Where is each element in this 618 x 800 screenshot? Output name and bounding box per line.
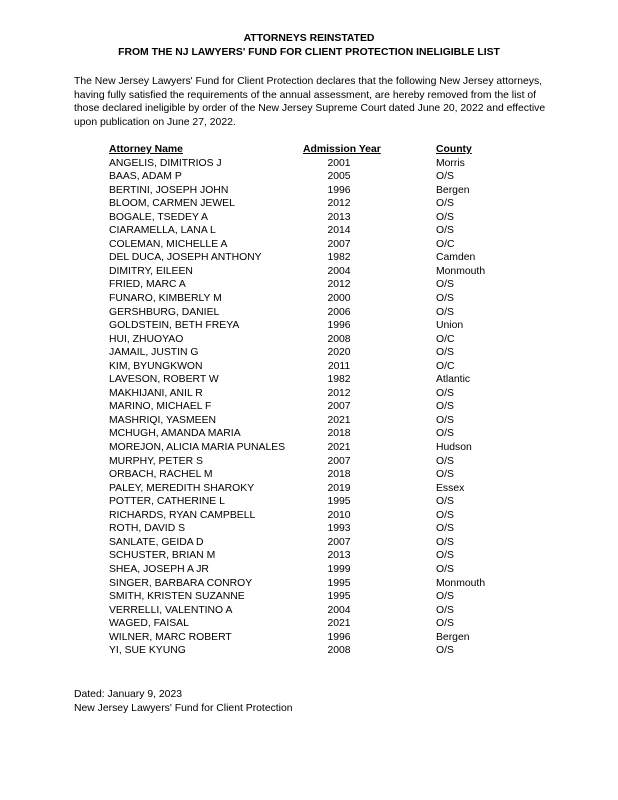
- table-row: [0, 292, 618, 306]
- attorney-name-cell: WILNER, MARC ROBERT: [109, 631, 232, 643]
- county-cell: O/S: [436, 496, 454, 508]
- header-admission-year: Admission Year: [303, 144, 381, 155]
- table-row: [0, 495, 618, 509]
- attorney-name-cell: SHEA, JOSEPH A JR: [109, 563, 209, 575]
- attorney-name-cell: FUNARO, KIMBERLY M: [109, 293, 222, 305]
- county-cell: O/S: [436, 293, 454, 305]
- admission-year-cell: 2021: [327, 414, 351, 426]
- attorney-name-cell: BAAS, ADAM P: [109, 171, 182, 183]
- table-row: [0, 238, 618, 252]
- table-body: [0, 157, 618, 658]
- table-row: [0, 427, 618, 441]
- county-cell: Morris: [436, 157, 465, 169]
- attorney-name-cell: MASHRIQI, YASMEEN: [109, 414, 217, 426]
- admission-year-cell: 1995: [327, 577, 351, 589]
- admission-year-cell: 2012: [327, 198, 351, 210]
- attorney-name-cell: WAGED, FAISAL: [109, 618, 189, 630]
- county-cell: O/C: [436, 238, 455, 250]
- attorney-name-cell: SCHUSTER, BRIAN M: [109, 550, 216, 562]
- county-cell: O/S: [436, 279, 454, 291]
- attorney-name-cell: MCHUGH, AMANDA MARIA: [109, 428, 241, 440]
- admission-year-cell: 1996: [327, 631, 351, 643]
- admission-year-cell: 1996: [327, 320, 351, 332]
- county-cell: O/S: [436, 563, 454, 575]
- admission-year-cell: 2013: [327, 211, 351, 223]
- admission-year-cell: 1982: [327, 374, 351, 386]
- county-cell: O/S: [436, 347, 454, 359]
- attorney-name-cell: COLEMAN, MICHELLE A: [109, 238, 228, 250]
- county-cell: O/S: [436, 509, 454, 521]
- table-row: [0, 157, 618, 171]
- county-cell: O/C: [436, 360, 455, 372]
- table-row: [0, 441, 618, 455]
- table-row: [0, 536, 618, 550]
- table-row: [0, 224, 618, 238]
- admission-year-cell: 2021: [327, 442, 351, 454]
- admission-year-cell: 1993: [327, 523, 351, 535]
- attorney-name-cell: GOLDSTEIN, BETH FREYA: [109, 320, 240, 332]
- table-row: [0, 346, 618, 360]
- admission-year-cell: 2018: [327, 428, 351, 440]
- county-cell: Hudson: [436, 442, 472, 454]
- attorney-name-cell: BERTINI, JOSEPH JOHN: [109, 184, 229, 196]
- county-cell: O/S: [436, 225, 454, 237]
- table-row: [0, 455, 618, 469]
- footer: [74, 688, 293, 715]
- table-row: [0, 387, 618, 401]
- table-row: [0, 522, 618, 536]
- attorney-name-cell: MAKHIJANI, ANIL R: [109, 387, 203, 399]
- admission-year-cell: 1996: [327, 184, 351, 196]
- table-row: [0, 549, 618, 563]
- attorney-name-cell: GERSHBURG, DANIEL: [109, 306, 220, 318]
- county-cell: O/S: [436, 171, 454, 183]
- table-row: [0, 577, 618, 591]
- table-row: [0, 644, 618, 658]
- county-cell: O/S: [436, 645, 454, 657]
- admission-year-cell: 1995: [327, 496, 351, 508]
- table-header-row: [0, 143, 618, 157]
- admission-year-cell: 2011: [327, 360, 351, 372]
- attorney-name-cell: SANLATE, GEIDA D: [109, 536, 204, 548]
- table-row: [0, 617, 618, 631]
- table-row: [0, 373, 618, 387]
- county-cell: O/S: [436, 618, 454, 630]
- table-row: [0, 414, 618, 428]
- county-cell: O/S: [436, 536, 454, 548]
- admission-year-cell: 2008: [327, 333, 351, 345]
- county-cell: Essex: [436, 482, 465, 494]
- table-row: [0, 278, 618, 292]
- attorney-name-cell: PALEY, MEREDITH SHAROKY: [109, 482, 255, 494]
- admission-year-cell: 2006: [327, 306, 351, 318]
- table-row: [0, 265, 618, 279]
- attorney-name-cell: MARINO, MICHAEL F: [109, 401, 212, 413]
- table-row: [0, 251, 618, 265]
- attorney-name-cell: MOREJON, ALICIA MARIA PUNALES: [109, 442, 286, 454]
- county-cell: O/S: [436, 306, 454, 318]
- attorney-name-cell: CIARAMELLA, LANA L: [109, 225, 216, 237]
- county-cell: Bergen: [436, 184, 470, 196]
- county-cell: O/S: [436, 455, 454, 467]
- attorney-name-cell: DEL DUCA, JOSEPH ANTHONY: [109, 252, 262, 264]
- table-row: [0, 360, 618, 374]
- admission-year-cell: 2010: [327, 509, 351, 521]
- admission-year-cell: 2020: [327, 347, 351, 359]
- attorney-table: [0, 143, 618, 658]
- county-cell: O/S: [436, 469, 454, 481]
- table-row: [0, 400, 618, 414]
- header-attorney-name: Attorney Name: [109, 144, 183, 155]
- county-cell: O/S: [436, 428, 454, 440]
- county-cell: O/S: [436, 198, 454, 210]
- county-cell: O/S: [436, 414, 454, 426]
- table-row: [0, 631, 618, 645]
- admission-year-cell: 1982: [327, 252, 351, 264]
- table-row: [0, 170, 618, 184]
- admission-year-cell: 2000: [327, 293, 351, 305]
- admission-year-cell: 2007: [327, 536, 351, 548]
- attorney-name-cell: LAVESON, ROBERT W: [109, 374, 219, 386]
- admission-year-cell: 2018: [327, 469, 351, 481]
- attorney-name-cell: ORBACH, RACHEL M: [109, 469, 213, 481]
- dated-line: Dated: January 9, 2023: [74, 689, 183, 700]
- table-row: [0, 306, 618, 320]
- admission-year-cell: 2008: [327, 645, 351, 657]
- admission-year-cell: 2012: [327, 279, 351, 291]
- county-cell: O/S: [436, 401, 454, 413]
- admission-year-cell: 2014: [327, 225, 351, 237]
- document-title-line1: ATTORNEYS REINSTATED: [243, 33, 375, 44]
- table-row: [0, 468, 618, 482]
- admission-year-cell: 2021: [327, 618, 351, 630]
- county-cell: Atlantic: [436, 374, 471, 386]
- attorney-name-cell: SMITH, KRISTEN SUZANNE: [109, 591, 245, 603]
- attorney-name-cell: VERRELLI, VALENTINO A: [109, 604, 233, 616]
- admission-year-cell: 2001: [327, 157, 351, 169]
- attorney-name-cell: DIMITRY, EILEEN: [109, 265, 193, 277]
- attorney-name-cell: RICHARDS, RYAN CAMPBELL: [109, 509, 256, 521]
- county-cell: O/S: [436, 550, 454, 562]
- attorney-name-cell: BOGALE, TSEDEY A: [109, 211, 208, 223]
- county-cell: Monmouth: [436, 577, 486, 589]
- attorney-name-cell: SINGER, BARBARA CONROY: [109, 577, 253, 589]
- county-cell: O/S: [436, 591, 454, 603]
- table-row: [0, 211, 618, 225]
- attorney-name-cell: JAMAIL, JUSTIN G: [109, 347, 199, 359]
- header-county: County: [436, 144, 472, 155]
- admission-year-cell: 2004: [327, 265, 351, 277]
- county-cell: O/S: [436, 387, 454, 399]
- attorney-name-cell: YI, SUE KYUNG: [109, 645, 186, 657]
- county-cell: Monmouth: [436, 265, 486, 277]
- attorney-name-cell: BLOOM, CARMEN JEWEL: [109, 198, 235, 210]
- table-row: [0, 563, 618, 577]
- attorney-name-cell: ANGELIS, DIMITRIOS J: [109, 157, 222, 169]
- county-cell: O/S: [436, 604, 454, 616]
- county-cell: Union: [436, 320, 464, 332]
- county-cell: Bergen: [436, 631, 470, 643]
- table-row: [0, 319, 618, 333]
- attorney-name-cell: MURPHY, PETER S: [109, 455, 203, 467]
- attorney-name-cell: ROTH, DAVID S: [109, 523, 186, 535]
- attorney-name-cell: POTTER, CATHERINE L: [109, 496, 225, 508]
- admission-year-cell: 2005: [327, 171, 351, 183]
- admission-year-cell: 1995: [327, 591, 351, 603]
- attorney-name-cell: HUI, ZHUOYAO: [109, 333, 184, 345]
- attorney-name-cell: KIM, BYUNGKWON: [109, 360, 203, 372]
- admission-year-cell: 1999: [327, 563, 351, 575]
- intro-paragraph: The New Jersey Lawyers' Fund for Client Protection declares that the following New Jersey attorneys, having fully satisfied the requirements of the annual assessment, are hereby removed from the list of those declared ineligible by order of the New Jersey Supreme Court dated June 20, 2022 and effective upon publication on June 27, 2022.: [74, 76, 546, 128]
- county-cell: Camden: [436, 252, 476, 264]
- org-line: New Jersey Lawyers' Fund for Client Protection: [74, 702, 293, 714]
- admission-year-cell: 2012: [327, 387, 351, 399]
- county-cell: O/S: [436, 211, 454, 223]
- table-row: [0, 509, 618, 523]
- admission-year-cell: 2007: [327, 238, 351, 250]
- admission-year-cell: 2013: [327, 550, 351, 562]
- admission-year-cell: 2007: [327, 455, 351, 467]
- county-cell: O/S: [436, 523, 454, 535]
- admission-year-cell: 2019: [327, 482, 351, 494]
- table-row: [0, 197, 618, 211]
- county-cell: O/C: [436, 333, 455, 345]
- document-title-line2: FROM THE NJ LAWYERS' FUND FOR CLIENT PROTECTION INELIGIBLE LIST: [118, 47, 500, 58]
- table-row: [0, 184, 618, 198]
- table-row: [0, 333, 618, 347]
- admission-year-cell: 2004: [327, 604, 351, 616]
- admission-year-cell: 2007: [327, 401, 351, 413]
- table-row: [0, 604, 618, 618]
- table-row: [0, 482, 618, 496]
- table-row: [0, 590, 618, 604]
- attorney-name-cell: FRIED, MARC A: [109, 279, 186, 291]
